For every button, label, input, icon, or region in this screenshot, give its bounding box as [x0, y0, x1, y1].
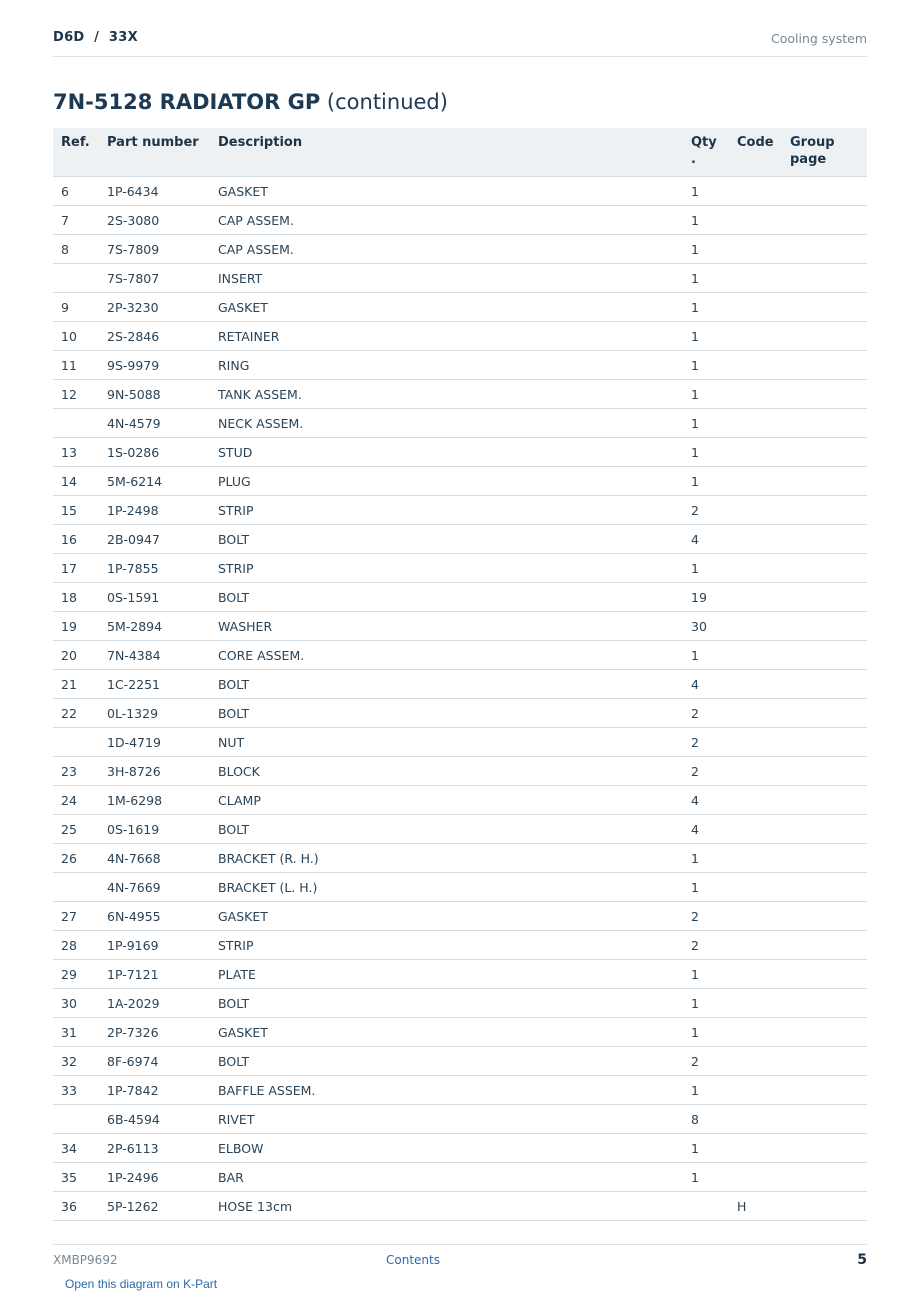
cell-ref: 14 — [53, 467, 99, 496]
cell-description: BOLT — [210, 699, 683, 728]
cell-description: GASKET — [210, 177, 683, 206]
cell-qty: 8 — [683, 1105, 729, 1134]
cell-qty: 4 — [683, 815, 729, 844]
table-row — [53, 786, 867, 815]
cell-code — [729, 525, 782, 554]
cell-ref: 34 — [53, 1134, 99, 1163]
page-title — [53, 90, 448, 114]
cell-ref: 12 — [53, 380, 99, 409]
table-row — [53, 728, 867, 757]
cell-description: CAP ASSEM. — [210, 206, 683, 235]
cell-part-number: 1P-9169 — [99, 931, 210, 960]
cell-description: HOSE 13cm — [210, 1192, 683, 1221]
cell-group-page — [782, 902, 867, 931]
cell-part-number: 5P-1262 — [99, 1192, 210, 1221]
cell-ref: 28 — [53, 931, 99, 960]
cell-part-number: 5M-2894 — [99, 612, 210, 641]
table-row — [53, 525, 867, 554]
parts-table — [53, 128, 867, 1221]
cell-group-page — [782, 873, 867, 902]
cell-code — [729, 1163, 782, 1192]
cell-group-page — [782, 496, 867, 525]
cell-qty: 1 — [683, 1076, 729, 1105]
cell-part-number: 0S-1619 — [99, 815, 210, 844]
cell-group-page — [782, 960, 867, 989]
cell-code — [729, 351, 782, 380]
cell-qty: 1 — [683, 1163, 729, 1192]
cell-ref — [53, 1105, 99, 1134]
cell-description: INSERT — [210, 264, 683, 293]
cell-description: BLOCK — [210, 757, 683, 786]
cell-description: BAR — [210, 1163, 683, 1192]
table-row — [53, 206, 867, 235]
cell-qty: 1 — [683, 554, 729, 583]
cell-ref: 19 — [53, 612, 99, 641]
cell-description: CLAMP — [210, 786, 683, 815]
cell-ref — [53, 728, 99, 757]
cell-ref — [53, 873, 99, 902]
cell-code — [729, 293, 782, 322]
document-id: XMBP9692 — [53, 1253, 118, 1267]
cell-code — [729, 699, 782, 728]
cell-code — [729, 496, 782, 525]
cell-ref: 8 — [53, 235, 99, 264]
table-row — [53, 1018, 867, 1047]
cell-code — [729, 786, 782, 815]
cell-group-page — [782, 293, 867, 322]
cell-ref: 24 — [53, 786, 99, 815]
cell-description: BOLT — [210, 583, 683, 612]
cell-qty: 1 — [683, 409, 729, 438]
col-part-number: Part number — [99, 128, 210, 177]
cell-code — [729, 670, 782, 699]
cell-qty: 1 — [683, 438, 729, 467]
cell-ref: 33 — [53, 1076, 99, 1105]
table-row — [53, 670, 867, 699]
title-suffix: (continued) — [320, 90, 448, 114]
cell-description: CAP ASSEM. — [210, 235, 683, 264]
cell-description: GASKET — [210, 293, 683, 322]
table-row — [53, 322, 867, 351]
cell-qty: 2 — [683, 699, 729, 728]
cell-part-number: 7N-4384 — [99, 641, 210, 670]
col-code: Code — [729, 128, 782, 177]
cell-description: NECK ASSEM. — [210, 409, 683, 438]
cell-code — [729, 264, 782, 293]
cell-qty: 1 — [683, 293, 729, 322]
cell-group-page — [782, 409, 867, 438]
cell-qty: 2 — [683, 757, 729, 786]
cell-description: TANK ASSEM. — [210, 380, 683, 409]
cell-description: BOLT — [210, 525, 683, 554]
cell-part-number: 3H-8726 — [99, 757, 210, 786]
cell-group-page — [782, 467, 867, 496]
cell-description: BOLT — [210, 815, 683, 844]
cell-ref: 27 — [53, 902, 99, 931]
cell-part-number: 5M-6214 — [99, 467, 210, 496]
cell-description: WASHER — [210, 612, 683, 641]
cell-group-page — [782, 612, 867, 641]
cell-ref — [53, 409, 99, 438]
cell-part-number: 1A-2029 — [99, 989, 210, 1018]
col-ref: Ref. — [53, 128, 99, 177]
cell-code — [729, 1047, 782, 1076]
cell-code — [729, 1076, 782, 1105]
cell-group-page — [782, 206, 867, 235]
cell-ref: 30 — [53, 989, 99, 1018]
cell-part-number: 6B-4594 — [99, 1105, 210, 1134]
cell-qty: 1 — [683, 873, 729, 902]
cell-qty: 1 — [683, 322, 729, 351]
cell-qty: 1 — [683, 989, 729, 1018]
col-group-page: Group page — [782, 128, 867, 177]
cell-qty: 1 — [683, 1018, 729, 1047]
cell-part-number: 1P-7121 — [99, 960, 210, 989]
cell-code: H — [729, 1192, 782, 1221]
cell-ref: 6 — [53, 177, 99, 206]
table-row — [53, 409, 867, 438]
table-row — [53, 815, 867, 844]
cell-part-number: 8F-6974 — [99, 1047, 210, 1076]
cell-code — [729, 931, 782, 960]
table-row — [53, 1163, 867, 1192]
cell-part-number: 2B-0947 — [99, 525, 210, 554]
table-row — [53, 960, 867, 989]
cell-part-number: 1P-7855 — [99, 554, 210, 583]
table-row — [53, 438, 867, 467]
cell-qty: 19 — [683, 583, 729, 612]
cell-description: GASKET — [210, 902, 683, 931]
cell-code — [729, 873, 782, 902]
cell-qty — [683, 1192, 729, 1221]
parts-table-body — [53, 177, 867, 1221]
table-row — [53, 873, 867, 902]
cell-part-number: 1P-2498 — [99, 496, 210, 525]
cell-ref: 25 — [53, 815, 99, 844]
cell-part-number: 4N-7669 — [99, 873, 210, 902]
cell-group-page — [782, 1134, 867, 1163]
table-row — [53, 1076, 867, 1105]
cell-qty: 1 — [683, 1134, 729, 1163]
table-row — [53, 467, 867, 496]
cell-group-page — [782, 583, 867, 612]
cell-ref: 22 — [53, 699, 99, 728]
cell-description: STRIP — [210, 496, 683, 525]
cell-qty: 1 — [683, 235, 729, 264]
cell-group-page — [782, 931, 867, 960]
cell-qty: 1 — [683, 960, 729, 989]
cell-description: RETAINER — [210, 322, 683, 351]
cell-description: BOLT — [210, 1047, 683, 1076]
cell-code — [729, 815, 782, 844]
cell-part-number: 4N-4579 — [99, 409, 210, 438]
table-row — [53, 264, 867, 293]
page-number: 5 — [857, 1252, 867, 1268]
cell-qty: 2 — [683, 496, 729, 525]
cell-code — [729, 1105, 782, 1134]
table-row — [53, 612, 867, 641]
cell-part-number: 2S-3080 — [99, 206, 210, 235]
cell-ref: 26 — [53, 844, 99, 873]
cell-description: BOLT — [210, 989, 683, 1018]
cell-group-page — [782, 322, 867, 351]
col-qty: Qty . — [683, 128, 729, 177]
cell-qty: 30 — [683, 612, 729, 641]
cell-group-page — [782, 1047, 867, 1076]
cell-code — [729, 380, 782, 409]
cell-part-number: 1P-7842 — [99, 1076, 210, 1105]
cell-description: NUT — [210, 728, 683, 757]
cell-part-number: 2S-2846 — [99, 322, 210, 351]
cell-code — [729, 177, 782, 206]
cell-part-number: 7S-7809 — [99, 235, 210, 264]
cell-group-page — [782, 1163, 867, 1192]
title-main: 7N-5128 RADIATOR GP — [53, 90, 321, 114]
cell-group-page — [782, 699, 867, 728]
cell-qty: 2 — [683, 931, 729, 960]
cell-part-number: 1P-6434 — [99, 177, 210, 206]
cell-group-page — [782, 351, 867, 380]
table-row — [53, 931, 867, 960]
cell-code — [729, 960, 782, 989]
col-description: Description — [210, 128, 683, 177]
cell-description: BOLT — [210, 670, 683, 699]
cell-code — [729, 1134, 782, 1163]
cell-group-page — [782, 525, 867, 554]
table-row — [53, 351, 867, 380]
cell-ref: 21 — [53, 670, 99, 699]
cell-ref: 15 — [53, 496, 99, 525]
cell-ref: 36 — [53, 1192, 99, 1221]
cell-group-page — [782, 757, 867, 786]
cell-ref: 18 — [53, 583, 99, 612]
cell-part-number: 6N-4955 — [99, 902, 210, 931]
cell-group-page — [782, 728, 867, 757]
cell-part-number: 1P-2496 — [99, 1163, 210, 1192]
cell-qty: 4 — [683, 670, 729, 699]
cell-part-number: 0L-1329 — [99, 699, 210, 728]
kpart-link[interactable]: Open this diagram on K-Part — [65, 1277, 218, 1291]
cell-group-page — [782, 1018, 867, 1047]
cell-group-page — [782, 235, 867, 264]
cell-ref: 16 — [53, 525, 99, 554]
cell-part-number: 2P-7326 — [99, 1018, 210, 1047]
cell-part-number: 2P-3230 — [99, 293, 210, 322]
cell-code — [729, 206, 782, 235]
footer-divider — [53, 1244, 867, 1245]
table-row — [53, 1134, 867, 1163]
table-row — [53, 554, 867, 583]
cell-code — [729, 438, 782, 467]
cell-ref: 23 — [53, 757, 99, 786]
cell-group-page — [782, 989, 867, 1018]
cell-part-number: 9N-5088 — [99, 380, 210, 409]
cell-description: GASKET — [210, 1018, 683, 1047]
cell-group-page — [782, 844, 867, 873]
table-row — [53, 177, 867, 206]
table-row — [53, 989, 867, 1018]
cell-group-page — [782, 670, 867, 699]
table-row — [53, 699, 867, 728]
cell-ref — [53, 264, 99, 293]
cell-description: RIVET — [210, 1105, 683, 1134]
cell-group-page — [782, 641, 867, 670]
cell-group-page — [782, 554, 867, 583]
cell-code — [729, 641, 782, 670]
cell-description: CORE ASSEM. — [210, 641, 683, 670]
cell-code — [729, 322, 782, 351]
cell-code — [729, 728, 782, 757]
table-row — [53, 844, 867, 873]
cell-qty: 1 — [683, 844, 729, 873]
cell-part-number: 1C-2251 — [99, 670, 210, 699]
cell-ref: 31 — [53, 1018, 99, 1047]
cell-description: BAFFLE ASSEM. — [210, 1076, 683, 1105]
cell-qty: 4 — [683, 786, 729, 815]
cell-description: RING — [210, 351, 683, 380]
cell-ref: 32 — [53, 1047, 99, 1076]
table-row — [53, 293, 867, 322]
cell-ref: 7 — [53, 206, 99, 235]
cell-qty: 4 — [683, 525, 729, 554]
cell-group-page — [782, 1105, 867, 1134]
cell-description: PLUG — [210, 467, 683, 496]
cell-code — [729, 989, 782, 1018]
cell-description: BRACKET (R. H.) — [210, 844, 683, 873]
cell-code — [729, 554, 782, 583]
cell-qty: 1 — [683, 206, 729, 235]
cell-group-page — [782, 786, 867, 815]
table-row — [53, 380, 867, 409]
cell-part-number: 7S-7807 — [99, 264, 210, 293]
cell-part-number: 4N-7668 — [99, 844, 210, 873]
cell-qty: 1 — [683, 467, 729, 496]
cell-part-number: 0S-1591 — [99, 583, 210, 612]
cell-group-page — [782, 438, 867, 467]
cell-group-page — [782, 264, 867, 293]
cell-qty: 2 — [683, 728, 729, 757]
cell-qty: 1 — [683, 641, 729, 670]
cell-part-number: 1D-4719 — [99, 728, 210, 757]
cell-group-page — [782, 177, 867, 206]
table-row — [53, 757, 867, 786]
cell-qty: 2 — [683, 1047, 729, 1076]
cell-description: ELBOW — [210, 1134, 683, 1163]
cell-group-page — [782, 1076, 867, 1105]
table-row — [53, 235, 867, 264]
cell-ref: 29 — [53, 960, 99, 989]
page-header — [53, 28, 867, 57]
model-label: D6D / 33X — [53, 30, 138, 45]
cell-group-page — [782, 1192, 867, 1221]
cell-part-number: 9S-9979 — [99, 351, 210, 380]
cell-code — [729, 1018, 782, 1047]
cell-ref: 17 — [53, 554, 99, 583]
cell-description: PLATE — [210, 960, 683, 989]
cell-part-number: 1S-0286 — [99, 438, 210, 467]
cell-ref: 35 — [53, 1163, 99, 1192]
cell-code — [729, 235, 782, 264]
cell-code — [729, 902, 782, 931]
table-row — [53, 1105, 867, 1134]
cell-description: STRIP — [210, 554, 683, 583]
cell-ref: 11 — [53, 351, 99, 380]
cell-code — [729, 467, 782, 496]
cell-code — [729, 844, 782, 873]
cell-code — [729, 757, 782, 786]
cell-ref: 20 — [53, 641, 99, 670]
cell-qty: 2 — [683, 902, 729, 931]
table-row — [53, 641, 867, 670]
table-row — [53, 583, 867, 612]
cell-code — [729, 409, 782, 438]
cell-qty: 1 — [683, 380, 729, 409]
contents-link[interactable]: Contents — [386, 1253, 440, 1267]
parts-table-header — [53, 128, 867, 177]
cell-ref: 13 — [53, 438, 99, 467]
cell-description: BRACKET (L. H.) — [210, 873, 683, 902]
cell-qty: 1 — [683, 264, 729, 293]
cell-qty: 1 — [683, 351, 729, 380]
cell-code — [729, 583, 782, 612]
cell-code — [729, 612, 782, 641]
table-row — [53, 1192, 867, 1221]
cell-ref: 9 — [53, 293, 99, 322]
cell-ref: 10 — [53, 322, 99, 351]
table-row — [53, 1047, 867, 1076]
cell-group-page — [782, 380, 867, 409]
cell-part-number: 1M-6298 — [99, 786, 210, 815]
cell-qty: 1 — [683, 177, 729, 206]
cell-part-number: 2P-6113 — [99, 1134, 210, 1163]
cell-group-page — [782, 815, 867, 844]
section-label: Cooling system — [771, 31, 867, 46]
table-row — [53, 496, 867, 525]
table-row — [53, 902, 867, 931]
cell-description: STRIP — [210, 931, 683, 960]
cell-description: STUD — [210, 438, 683, 467]
